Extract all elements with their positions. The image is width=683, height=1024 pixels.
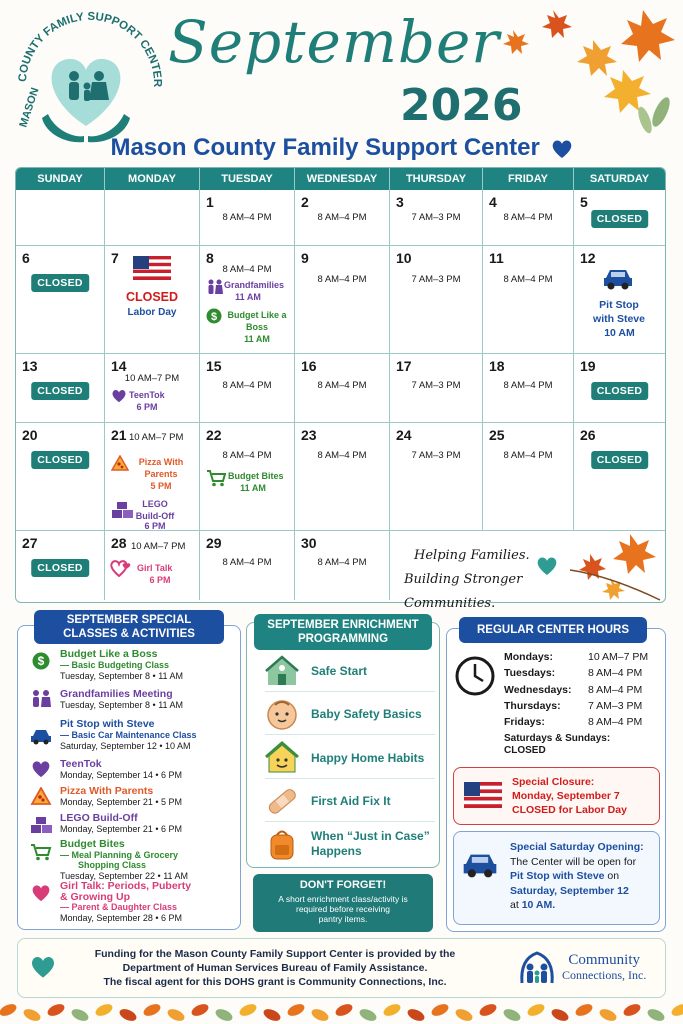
event-time: 10 AM: [604, 327, 635, 339]
month-calendar: [15, 167, 666, 603]
day-hours: 8 AM–4 PM: [317, 274, 367, 285]
activity-grandfamilies: [60, 689, 183, 711]
leaf-decoration: [46, 1002, 67, 1019]
leaf-decoration: [358, 1007, 379, 1024]
activity-when: Monday, September 14 • 6 PM: [60, 770, 183, 780]
day-number: 9: [301, 250, 309, 266]
day-number: 3: [396, 194, 404, 210]
calendar-day-28: [105, 531, 200, 600]
day-number: 28: [111, 535, 127, 551]
enrichment-label: Safe Start: [311, 664, 368, 678]
activity-title: Girl Talk: Periods, Puberty: [60, 880, 192, 892]
leaf-decoration: [574, 1002, 595, 1019]
calendar-day-3: [390, 190, 483, 246]
day-hours: 8 AM–4 PM: [317, 557, 367, 568]
enrichment-label: [311, 829, 430, 859]
enrichment-title: [254, 614, 432, 650]
calendar-day-23: [295, 423, 390, 531]
closure-line: CLOSED for Labor Day: [512, 804, 627, 816]
heart-icon: [551, 139, 573, 159]
day-hours: 8 AM–4 PM: [503, 380, 553, 391]
day-number: 18: [489, 358, 505, 374]
leaf-decoration: [22, 1007, 43, 1024]
special-closure-box: [453, 767, 660, 825]
clock-icon: [455, 656, 495, 696]
reminder-text: pantry items.: [318, 914, 368, 924]
closed-badge: CLOSED: [31, 451, 89, 469]
special-saturday-box: [453, 831, 660, 925]
shopping-cart-icon: [206, 469, 226, 487]
activity-when: Tuesday, September 8 • 11 AM: [60, 700, 184, 710]
saturday-time: 10 AM.: [521, 899, 556, 911]
family-icon: [206, 279, 224, 295]
leaf-decoration: [454, 1007, 475, 1024]
calendar-day-26: [574, 423, 665, 531]
hours-row-mondays: [504, 651, 654, 663]
day-hours: 8 AM–4 PM: [222, 450, 272, 461]
activity-subtitle: — Parent & Daughter Class: [60, 902, 178, 912]
day-hours: 10 AM–7 PM: [129, 432, 184, 443]
hours-time: 7 AM–3 PM: [588, 700, 643, 712]
brand-line: Connections, Inc.: [562, 968, 647, 982]
day-hours: 7 AM–3 PM: [411, 380, 461, 391]
closure-title: Special Closure:: [512, 776, 595, 788]
panel-title-line: SEPTEMBER ENRICHMENT: [267, 619, 419, 631]
heart-icon: [536, 556, 558, 576]
brand-line: Community: [568, 952, 640, 968]
hours-time: CLOSED: [504, 745, 546, 756]
event-time: 11 AM: [240, 483, 266, 493]
calendar-day-9: [295, 246, 390, 354]
car-icon: [460, 850, 500, 878]
enrichment-item-first-aid: [265, 782, 435, 822]
activity-title: Budget Like a Boss: [60, 648, 158, 660]
lego-blocks-icon: [30, 816, 52, 834]
calendar-day-5: [574, 190, 665, 246]
day-hours: 8 AM–4 PM: [503, 450, 553, 461]
calendar-day-empty: [105, 190, 200, 246]
day-number: 30: [301, 535, 317, 551]
day-hours: 7 AM–3 PM: [411, 212, 461, 223]
saturday-event: Pit Stop with Steve: [510, 870, 605, 882]
day-hours: 8 AM–4 PM: [317, 450, 367, 461]
hearts-icon: [110, 559, 132, 577]
hours-time: 8 AM–4 PM: [588, 667, 643, 679]
day-number: 4: [489, 194, 497, 210]
calendar-day-29: [200, 531, 295, 600]
enrichment-label: Baby Safety Basics: [311, 707, 422, 721]
leaf-decoration: [310, 1007, 331, 1024]
activity-teentok: [60, 759, 182, 781]
baby-icon: [265, 697, 299, 731]
day-hours: 8 AM–4 PM: [317, 380, 367, 391]
activity-subtitle: — Basic Budgeting Class: [60, 660, 170, 670]
calendar-day-20: [16, 423, 105, 531]
event-budget-bites: Budget Bites: [228, 471, 284, 481]
leaf-decoration: [526, 1002, 547, 1019]
weekday-tuesday: TUESDAY: [200, 168, 295, 190]
special-classes-title: [34, 610, 224, 644]
weekday-wednesday: WEDNESDAY: [295, 168, 390, 190]
panel-title-line: SEPTEMBER SPECIAL: [66, 614, 192, 626]
closed-badge: CLOSED: [591, 451, 649, 469]
day-hours: 8 AM–4 PM: [503, 212, 553, 223]
holiday-name: Labor Day: [127, 307, 177, 318]
leaf-decoration: [622, 1002, 643, 1019]
day-number: 6: [22, 250, 30, 266]
activity-subtitle: — Basic Car Maintenance Class: [60, 730, 197, 740]
calendar-day-18: [483, 354, 574, 423]
activity-girl-talk: [60, 881, 191, 923]
day-number: 5: [580, 194, 588, 210]
enrichment-label: Happy Home Habits: [311, 751, 425, 765]
event-teentok: TeenTok: [129, 390, 165, 400]
closure-text: [512, 775, 627, 817]
saturday-date: Saturday, September 12: [510, 884, 629, 897]
leaf-decoration: [214, 1007, 235, 1024]
center-logo: [6, 4, 164, 152]
activity-title: Grandfamilies Meeting: [60, 688, 173, 700]
day-number: 17: [396, 358, 412, 374]
svg-text:$: $: [37, 654, 45, 668]
leaf-decoration: [406, 1007, 427, 1024]
activity-title: Pizza With Parents: [60, 785, 154, 797]
enrichment-item-baby-safety: [265, 695, 435, 735]
activity-budget-bites: [60, 839, 188, 881]
enrichment-label-line: When “Just in Case”: [311, 829, 430, 843]
activity-when: Saturday, September 12 • 10 AM: [60, 741, 191, 751]
leaf-decoration: [190, 1002, 211, 1019]
leaf-decoration: [478, 1002, 499, 1019]
event-budget-like-a-boss: Budget Like a Boss: [227, 310, 287, 332]
logo-arc-text: COUNTY FAMILY SUPPORT CENTER: [16, 10, 164, 88]
event-lego-build-off: LEGO Build-Off: [135, 499, 175, 521]
calendar-year: 2026: [400, 80, 523, 131]
calendar-day-4: [483, 190, 574, 246]
day-hours: 8 AM–4 PM: [503, 274, 553, 285]
saturday-text: [510, 840, 644, 913]
calendar-day-7: [105, 246, 200, 354]
saturday-line: on: [604, 870, 620, 882]
weekday-sunday: SUNDAY: [16, 168, 105, 190]
weekday-friday: FRIDAY: [483, 168, 574, 190]
organization-title: [0, 134, 683, 162]
calendar-day-14: [105, 354, 200, 423]
enrichment-label-line: Happens: [311, 844, 362, 858]
center-hours-title: REGULAR CENTER HOURS: [459, 617, 647, 643]
weekday-header: [16, 168, 665, 190]
activity-lego-build-off: [60, 813, 182, 835]
calendar-day-6: [16, 246, 105, 354]
leaf-decoration: [502, 1007, 523, 1024]
enrichment-item-just-in-case: [265, 825, 435, 865]
day-hours: 7 AM–3 PM: [411, 274, 461, 285]
heart-icon: [111, 389, 127, 403]
calendar-day-17: [390, 354, 483, 423]
day-number: 16: [301, 358, 317, 374]
leaf-decoration: [118, 1007, 139, 1024]
leaf-decoration: [166, 1007, 187, 1024]
organization-name: Mason County Family Support Center: [110, 134, 540, 161]
funding-line: Funding for the Mason County Family Support Center is provided by the: [94, 948, 456, 960]
day-number: 20: [22, 427, 38, 443]
hours-day: Mondays:: [504, 651, 554, 663]
day-hours: 7 AM–3 PM: [411, 450, 461, 461]
closed-badge: CLOSED: [591, 210, 649, 228]
event-time: 5 PM: [150, 481, 172, 491]
leaf-decoration: [238, 1002, 259, 1019]
heart-icon: [30, 884, 52, 902]
day-number: 22: [206, 427, 222, 443]
car-icon: [30, 727, 52, 745]
calendar-day-1: [200, 190, 295, 246]
activity-subtitle: — Meal Planning & Grocery: [60, 849, 179, 860]
day-number: 11: [489, 250, 504, 266]
activity-when: Tuesday, September 22 • 11 AM: [60, 870, 189, 881]
day-number: 12: [580, 250, 596, 266]
reminder-title: DON'T FORGET!: [299, 879, 387, 891]
leaf-decoration: [286, 1002, 307, 1019]
weekday-saturday: SATURDAY: [589, 173, 650, 185]
activity-title: Budget Bites: [60, 838, 125, 850]
day-number: 7: [111, 250, 119, 266]
saturday-line: at: [510, 899, 522, 911]
activity-title: TeenTok: [60, 758, 102, 770]
leaf-decoration: [382, 1002, 403, 1019]
leaf-decoration: [94, 1002, 115, 1019]
calendar-day-27: [16, 531, 105, 600]
lego-blocks-icon: [111, 501, 133, 519]
leaf-decoration: [142, 1002, 163, 1019]
calendar-day-10: [390, 246, 483, 354]
day-hours: 8 AM–4 PM: [222, 264, 272, 275]
calendar-day-24: [390, 423, 483, 531]
calendar-day-13: [16, 354, 105, 423]
event-pizza-with-parents: Pizza With Parents: [138, 457, 184, 479]
activity-when: Monday, September 28 • 6 PM: [60, 912, 183, 923]
day-number: 19: [580, 358, 596, 374]
event-time: 6 PM: [136, 402, 158, 412]
day-number: 15: [206, 358, 222, 374]
backpack-icon: [265, 827, 299, 861]
activity-pit-stop: [60, 719, 197, 752]
us-flag-icon: [133, 256, 171, 280]
funding-footer: [17, 938, 666, 998]
heart-icon: [30, 760, 52, 778]
event-grandfamilies: Grandfamilies: [224, 280, 285, 290]
family-icon: [30, 690, 52, 708]
calendar-day-25: [483, 423, 574, 531]
hours-time: 10 AM–7 PM: [588, 651, 649, 663]
pizza-icon: [111, 455, 129, 471]
autumn-leaves-border: [0, 998, 683, 1024]
calendar-grid: [16, 190, 665, 600]
heart-icon: [30, 955, 56, 979]
enrichment-item-happy-home: [265, 739, 435, 779]
day-number: 25: [489, 427, 505, 443]
funding-line: Department of Human Services Bureau of Family Assistance.: [122, 962, 428, 974]
shopping-cart-icon: [30, 843, 52, 861]
day-number: 26: [580, 427, 596, 443]
event-time: 11 AM: [235, 292, 261, 302]
activity-subtitle: Shopping Class: [78, 860, 147, 870]
slogan-line: Helping Families.: [414, 548, 530, 563]
hours-day: Thursdays:: [504, 700, 561, 712]
day-number: 24: [396, 427, 412, 443]
leaf-decoration: [598, 1007, 619, 1024]
event-time: 6 PM: [149, 575, 171, 585]
calendar-day-11: [483, 246, 574, 354]
calendar-day-2: [295, 190, 390, 246]
calendar-month-title: September: [168, 8, 500, 76]
day-number: 8: [206, 250, 214, 266]
reminder-text: A short enrichment class/activity is: [278, 894, 408, 904]
bandage-icon: [265, 784, 299, 818]
closure-line: Monday, September 7: [512, 790, 620, 802]
calendar-day-22: [200, 423, 295, 531]
hours-time: 8 AM–4 PM: [588, 684, 643, 696]
panel-title-line: CLASSES & ACTIVITIES: [63, 628, 195, 640]
calendar-day-12: [574, 246, 665, 354]
activity-title: LEGO Build-Off: [60, 812, 138, 824]
calendar-day-8: [200, 246, 295, 354]
activity-budget-like-a-boss: [60, 649, 183, 682]
money-icon: [206, 308, 222, 324]
calendar-day-empty: [16, 190, 105, 246]
weekday-monday: MONDAY: [105, 168, 200, 190]
day-hours: 10 AM–7 PM: [124, 373, 180, 384]
activity-when: Monday, September 21 • 5 PM: [60, 797, 183, 807]
day-number: 23: [301, 427, 317, 443]
calendar-day-15: [200, 354, 295, 423]
leaf-decoration: [550, 1007, 571, 1024]
car-icon: [601, 266, 635, 290]
leaf-decoration: [430, 1002, 451, 1019]
enrichment-item-safe-start: [265, 652, 435, 692]
hours-day: Tuesdays:: [504, 667, 556, 679]
day-hours: 10 AM–7 PM: [131, 541, 186, 552]
leaf-decoration: [70, 1007, 91, 1024]
day-hours: 8 AM–4 PM: [222, 212, 272, 223]
autumn-leaves-decoration: [570, 530, 664, 602]
saturday-title: Special Saturday Opening:: [510, 841, 644, 853]
day-hours: 8 AM–4 PM: [317, 212, 367, 223]
dont-forget-box: [253, 874, 433, 932]
day-number: 1: [206, 194, 214, 210]
hours-day: Fridays:: [504, 716, 545, 728]
money-icon: [30, 652, 52, 670]
calendar-day-21: [105, 423, 200, 531]
closed-label: CLOSED: [125, 290, 179, 304]
panel-title-line: PROGRAMMING: [297, 633, 389, 645]
smiling-house-icon: [265, 741, 299, 775]
activity-when: Tuesday, September 8 • 11 AM: [60, 671, 184, 681]
closed-badge: CLOSED: [31, 382, 89, 400]
leaf-decoration: [262, 1007, 283, 1024]
enrichment-label: First Aid Fix It: [311, 794, 391, 808]
event-time: 11 AM: [244, 334, 270, 344]
community-connections-logo: [516, 949, 558, 989]
funding-text: [60, 947, 490, 989]
slogan-line: Building Stronger Communities.: [404, 572, 523, 611]
closed-badge: CLOSED: [31, 559, 89, 577]
day-number: 29: [206, 535, 222, 551]
pizza-icon: [30, 787, 52, 805]
community-connections-brand: [562, 953, 646, 983]
leaf-decoration: [334, 1002, 355, 1019]
leaf-decoration: [670, 1002, 683, 1019]
activity-title: & Growing Up: [60, 890, 130, 903]
event-time: 6 PM: [144, 521, 166, 531]
activity-title: Pit Stop with Steve: [60, 718, 155, 730]
us-flag-icon: [464, 782, 502, 808]
day-hours: 8 AM–4 PM: [222, 380, 272, 391]
closed-badge: CLOSED: [31, 274, 89, 292]
event-pit-stop: Pit Stop with Steve: [593, 299, 645, 325]
day-number: 13: [22, 358, 38, 374]
day-number: 2: [301, 194, 309, 210]
hours-day: Saturdays & Sundays:: [504, 733, 611, 744]
house-icon: [265, 654, 299, 688]
hours-row-tuesdays: [504, 667, 654, 679]
hours-row-thursdays: [504, 700, 654, 712]
svg-text:$: $: [210, 311, 218, 323]
hours-row-fridays: [504, 716, 654, 728]
funding-line: The fiscal agent for this DOHS grant is Community Connections, Inc.: [103, 976, 447, 988]
saturday-line: The Center will be open for: [510, 855, 637, 868]
hours-day: Wednesdays:: [504, 684, 572, 696]
reminder-text: required before receiving: [295, 904, 391, 914]
day-number: 10: [396, 250, 412, 266]
autumn-leaves-decoration: [493, 0, 683, 150]
day-number: 21: [111, 427, 127, 443]
weekday-thursday: THURSDAY: [390, 168, 483, 190]
day-hours: 8 AM–4 PM: [222, 557, 272, 568]
hours-row-wednesdays: [504, 684, 654, 696]
calendar-day-19: [574, 354, 665, 423]
day-number: 27: [22, 535, 38, 551]
leaf-decoration: [646, 1007, 667, 1024]
hours-row-weekends: [504, 733, 654, 757]
calendar-day-16: [295, 354, 390, 423]
day-number: 14: [111, 358, 127, 374]
leaf-decoration: [0, 1002, 18, 1019]
event-girl-talk: Girl Talk: [137, 563, 173, 573]
activity-when: Monday, September 21 • 6 PM: [60, 824, 183, 834]
closed-badge: CLOSED: [591, 382, 649, 400]
calendar-day-30: [295, 531, 390, 600]
logo-side-text: MASON: [17, 86, 42, 129]
hours-time: 8 AM–4 PM: [588, 716, 643, 728]
activity-pizza-with-parents: [60, 786, 182, 808]
